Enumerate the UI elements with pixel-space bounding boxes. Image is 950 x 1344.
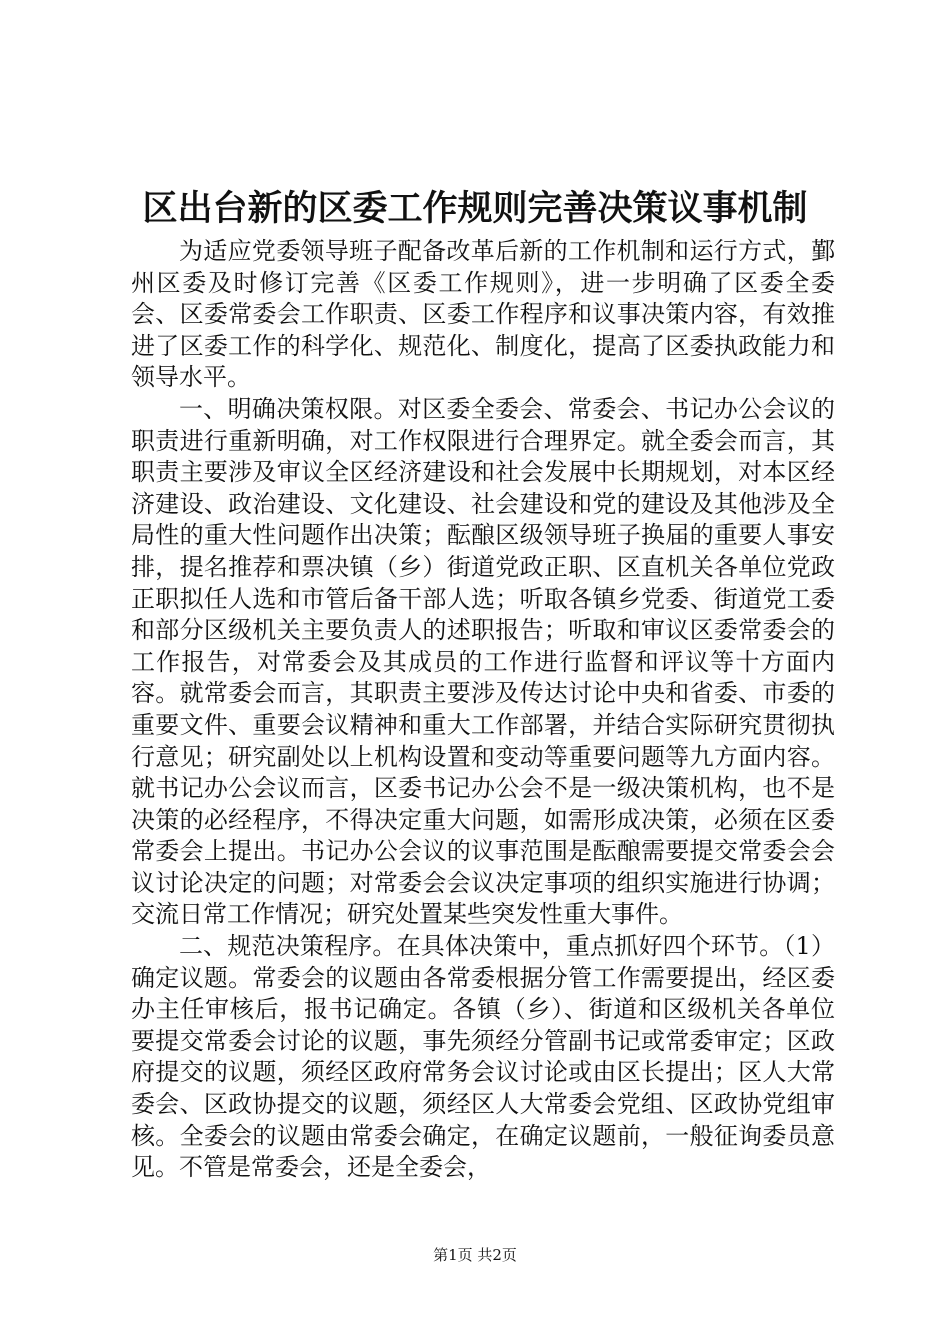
paragraph-decision-authority: 一、明确决策权限。对区委全委会、常委会、书记办公会议的职责进行重新明确，对工作权限进行合理界定。就全委会而言，其职责主要涉及审议全区经济建设和社会发展中长期规划，对本区经济建设、政治建设、文化建设、社会建设和党的建设及其他涉及全局性的重大性问题作出决策；酝酿区级领导班子换届的重要人事安排，提名推荐和票决镇（乡）街道党政正职、区直机关各单位党政正职拟任人选和市管后备干部人选；听取各镇乡党委、街道党工委和部分区级机关主要负责人的述职报告；听取和审议区委常委会的工作报告，对常委会及其成员的工作进行监督和评议等十方面内容。就常委会而言，其职责主要涉及传达讨论中央和省委、市委的重要文件、重要会议精神和重大工作部署，并结合实际研究贯彻执行意见；研究副处以上机构设置和变动等重要问题等九方面内容。就书记办公会议而言，区委书记办公会不是一级决策机构，也不是决策的必经程序，不得决定重大问题，如需形成决策，必须在区委常委会上提出。书记办公会议的议事范围是酝酿需要提交常委会会议讨论决定的问题；对常委会会议决定事项的组织实施进行协调；交流日常工作情况；研究处置某些突发性重大事件。 <box>131 394 835 929</box>
paragraph-decision-procedure: 二、规范决策程序。在具体决策中，重点抓好四个环节。（1）确定议题。常委会的议题由各常委根据分管工作需要提出，经区委办主任审核后，报书记确定。各镇（乡）、街道和区级机关各单位要提交常委会讨论的议题，事先须经分管副书记或常委审定；区政府提交的议题，须经区政府常务会议讨论或由区长提出；区人大常委会、区政协提交的议题，须经区人大常委会党组、区政协党组审核。全委会的议题由常委会确定，在确定议题前，一般征询委员意见。不管是常委会，还是全委会， <box>131 932 835 1182</box>
page-footer: 第1页 共2页 <box>433 1246 517 1264</box>
document-body <box>131 236 835 1184</box>
paragraph-intro: 为适应党委领导班子配备改革后新的工作机制和运行方式，鄞州区委及时修订完善《区委工作规则》，进一步明确了区委全委会、区委常委会工作职责、区委工作程序和议事决策内容，有效推进了区委工作的科学化、规范化、制度化，提高了区委执政能力和领导水平。 <box>131 237 835 392</box>
document-title: 区出台新的区委工作规则完善决策议事机制 <box>142 188 808 229</box>
